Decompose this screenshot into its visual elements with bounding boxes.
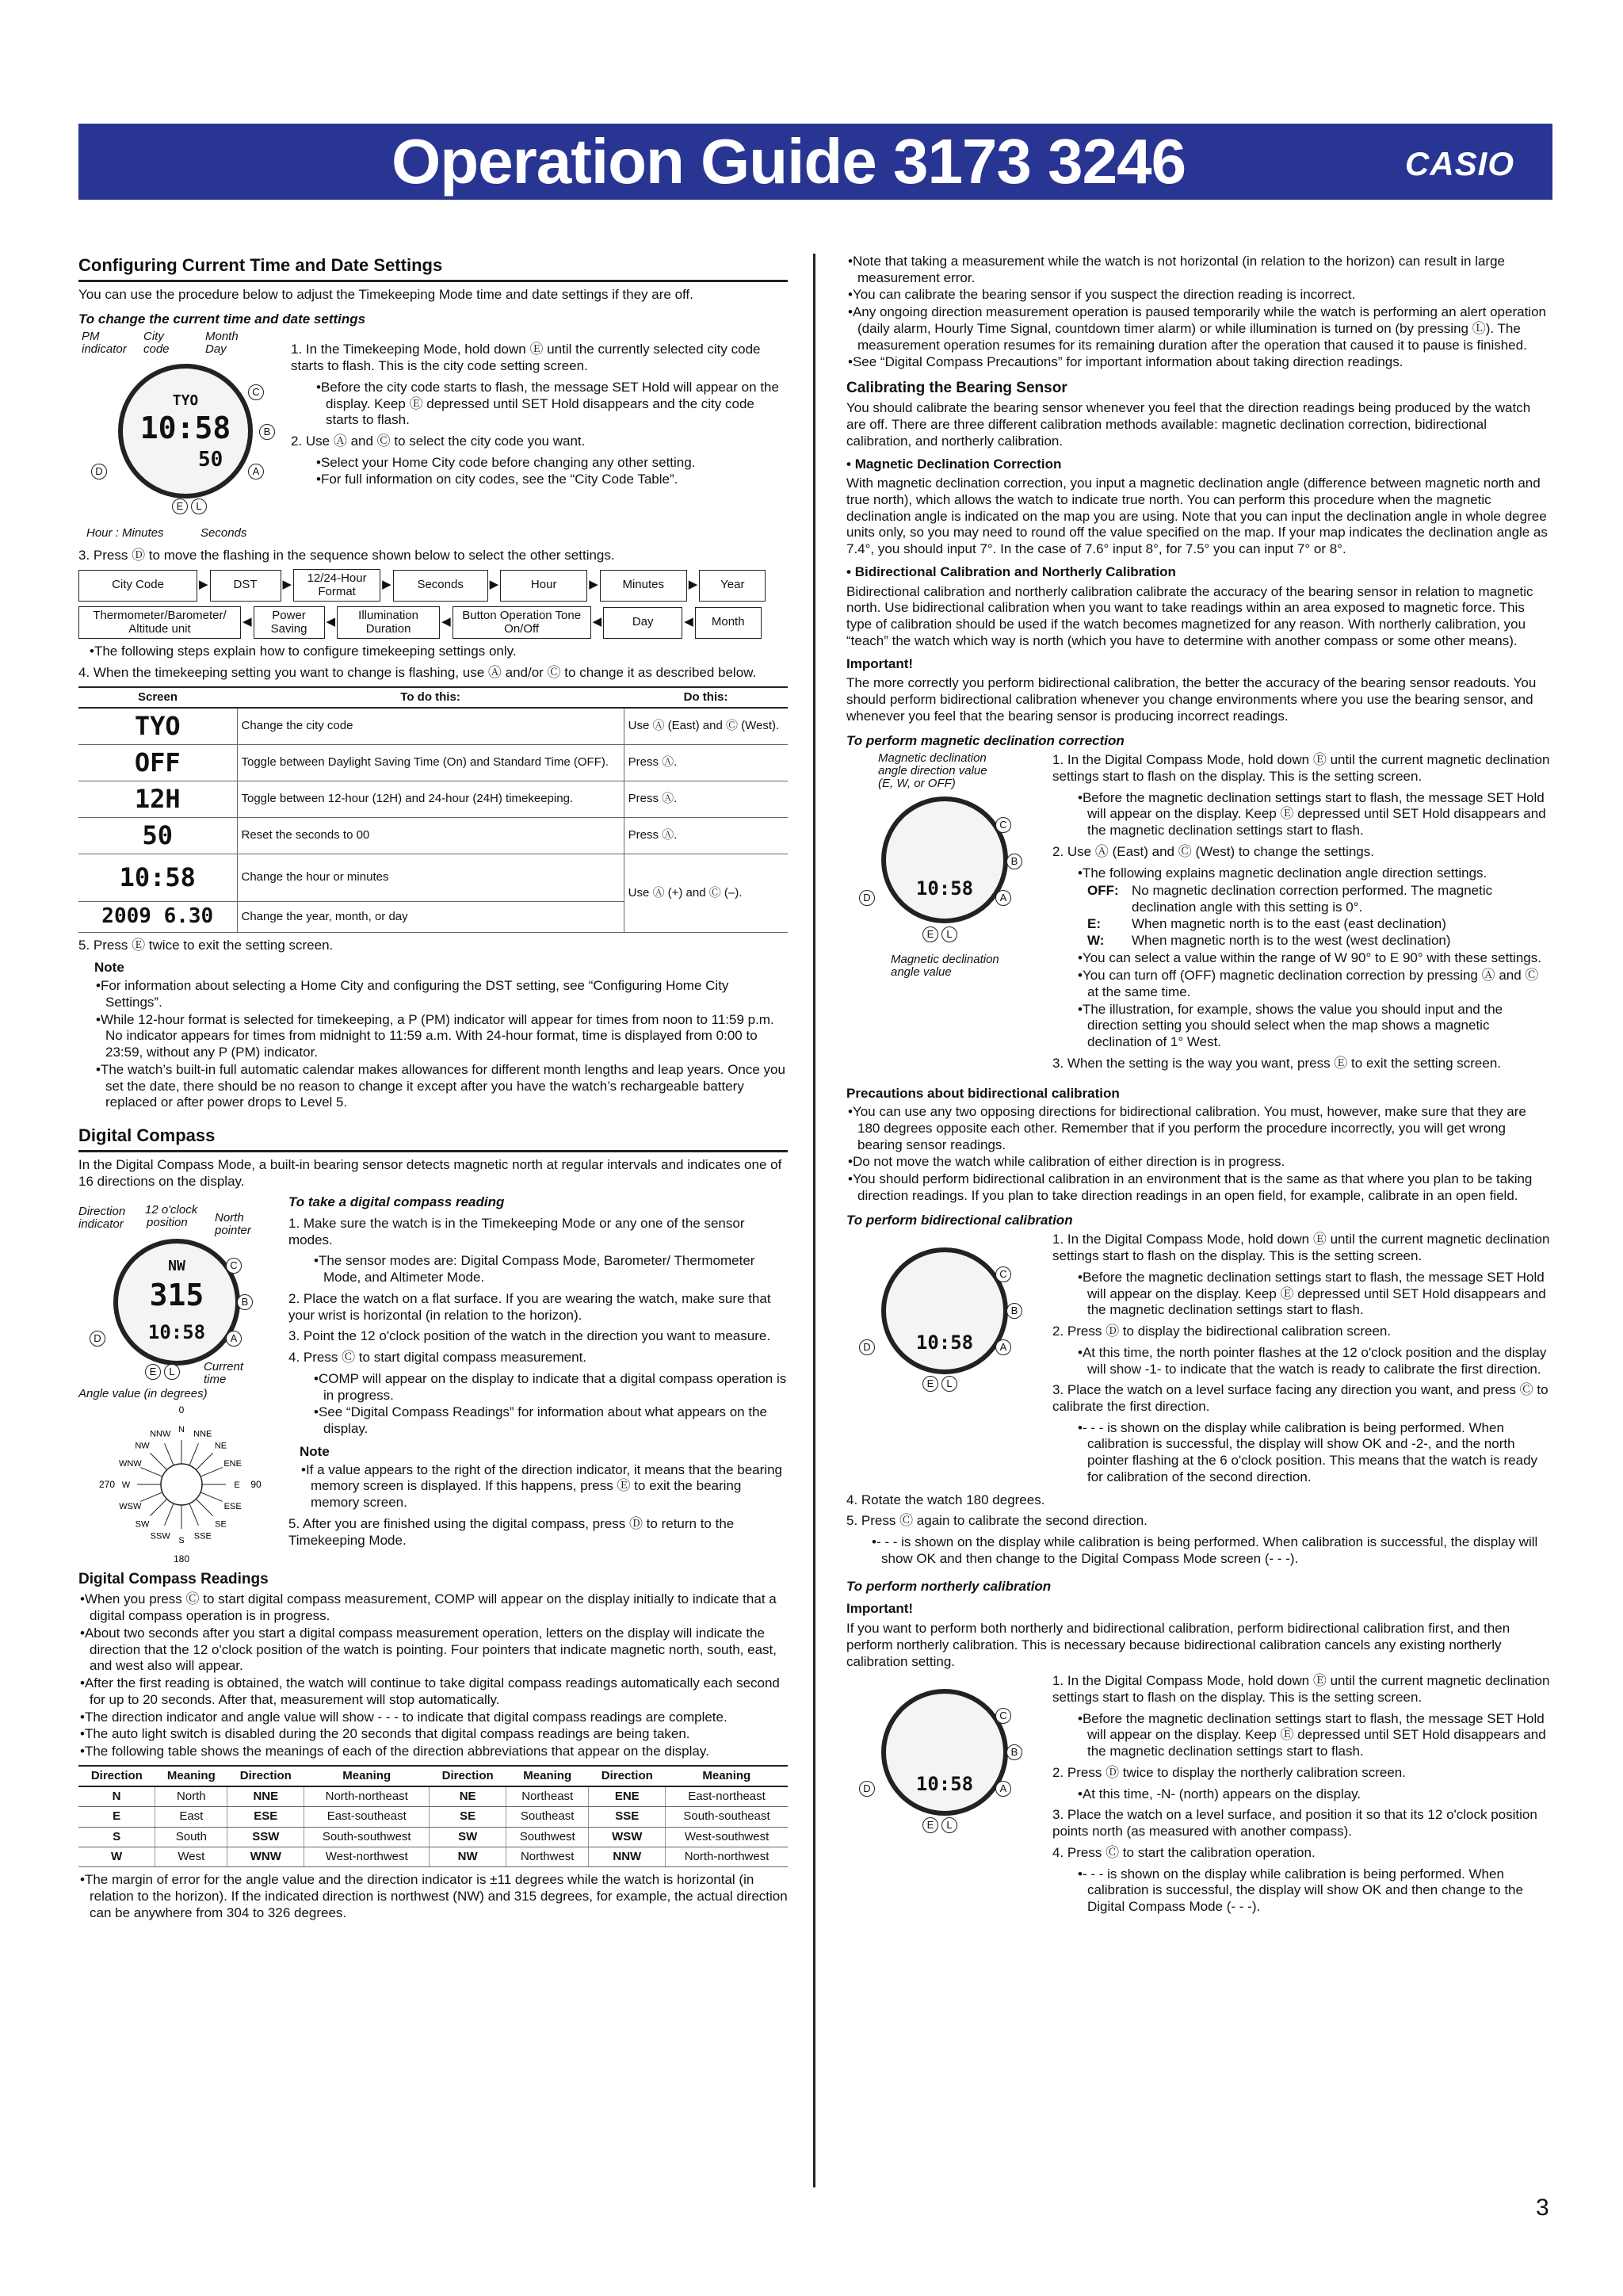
table-cell: North-northwest: [666, 1847, 788, 1866]
settings-flow-row-1: City Code ▶ DST ▶ 12/24-Hour Format ▶ Seconds ▶ Hour ▶ Minutes ▶ Year: [78, 569, 788, 602]
lcd-angle: 315: [149, 1278, 204, 1313]
todo-cell: Toggle between 12-hour (12H) and 24-hour (24H) timekeeping.: [237, 781, 624, 817]
table-cell: E: [78, 1807, 155, 1827]
flow-box: Button Operation Tone On/Off: [453, 606, 591, 639]
bullet: • - - - is shown on the display while calibration is being performed. When calibration is successful, the display will show OK and then change to the Digital Compass Mode screen (- - -).: [870, 1534, 1552, 1567]
step: 3. Place the watch on a level surface, and position it so that its 12 o'clock position points north (as measured with another compass).: [1052, 1807, 1537, 1839]
subheading: To perform magnetic declination correction: [846, 732, 1125, 748]
caption-current-time: time: [204, 1373, 227, 1387]
button-b: B: [237, 1294, 253, 1310]
page-title: Operation Guide 3173 3246: [391, 126, 1186, 197]
button-e: E: [145, 1364, 161, 1380]
definition: [1087, 916, 1552, 933]
watch-illustration-time: [78, 330, 285, 543]
button-c: C: [995, 817, 1011, 833]
page-number: 3: [1536, 2195, 1549, 2221]
northerly-illustration: [846, 1673, 1044, 1855]
rose-direction-label: NE: [214, 1441, 227, 1451]
rose-direction-label: SSW: [150, 1531, 170, 1541]
button-d: D: [91, 464, 107, 479]
table-header: To do this:: [237, 687, 624, 708]
button-a: A: [248, 464, 264, 479]
caption: Magnetic declination: [891, 953, 999, 967]
step: 5. Press Ⓒ again to calibrate the second direction.: [846, 1513, 1148, 1529]
rose-degree-label: 0: [178, 1405, 185, 1416]
caption-month: Month: [205, 330, 239, 344]
rose-direction-label: NNE: [193, 1429, 212, 1439]
bullet: • See “Digital Compass Readings” for information about what appears on the display.: [312, 1404, 788, 1437]
table-row: [78, 1786, 788, 1807]
header-banner: [78, 124, 1552, 200]
do-cell: Press Ⓐ.: [624, 781, 788, 817]
caption: (E, W, or OFF): [878, 777, 956, 791]
bullet: • While 12-hour format is selected for timekeeping, a P (PM) indicator will appear for times from noon to 11:59 p.m. No indicator appears for times from midnight to 11:59 a.m. With 24-hour format, time is displayed from 0:00 to 23:59, without any P (PM) indicator.: [94, 1012, 788, 1061]
subheading: To take a digital compass reading: [288, 1194, 505, 1210]
compass-rose: [86, 1405, 277, 1564]
screen-cell: 2009 6.30: [78, 901, 237, 932]
bullet: • The direction indicator and angle value will show - - - to indicate that digital compass readings are complete.: [78, 1710, 788, 1726]
table-cell: N: [78, 1786, 155, 1807]
bullet: • You should perform bidirectional calibration in an environment that is the same as that where you plan to be taking direction readings. If you plan to take direction readings in an open field, for example, calibrate in an open field.: [846, 1171, 1552, 1204]
button-l: L: [941, 1817, 957, 1833]
definition-key: E:: [1087, 915, 1101, 931]
watch-face: [118, 364, 253, 499]
table-cell: ENE: [589, 1786, 666, 1807]
bullet: • The sensor modes are: Digital Compass Mode, Barometer/ Thermometer Mode, and Altimeter Mode.: [312, 1253, 788, 1286]
note-title: Note: [94, 960, 124, 976]
paragraph: The more correctly you perform bidirectional calibration, the better the accuracy of the bearing sensor readouts. You should perform bidirectional calibration whenever you change environments where you use the bearing sensor, and whenever you feel that the bearing sensor is producing incorrect readings.: [846, 675, 1537, 724]
section-heading: Calibrating the Bearing Sensor: [846, 380, 1067, 397]
caption: angle direction value: [878, 764, 987, 778]
caption-12oclock: 12 o'clock: [145, 1203, 198, 1217]
bullet: • You can select a value within the range of W 90° to E 90° with these settings.: [1076, 950, 1552, 967]
button-l: L: [941, 926, 957, 942]
bullet: • See “Digital Compass Precautions” for important information about taking direction readings.: [846, 354, 1552, 371]
todo-cell: Change the city code: [237, 708, 624, 745]
button-e: E: [922, 1376, 938, 1392]
button-c: C: [995, 1266, 1011, 1282]
settings-flow-row-2: Thermometer/Barometer/ Altitude unit ◀ Power Saving ◀ Illumination Duration ◀ Button Operation Tone On/Off ◀ Day ◀ Month: [78, 606, 788, 639]
rose-ray: [200, 1492, 223, 1501]
bullet: • At this time, the north pointer flashes at the 12 o'clock position and the display will show -1- to indicate that the watch is ready to calibrate the first direction.: [1076, 1345, 1552, 1377]
table-cell: S: [78, 1827, 155, 1847]
note-title: Note: [300, 1443, 330, 1459]
rose-ray: [165, 1503, 174, 1526]
subheading: Precautions about bidirectional calibration: [846, 1086, 1120, 1102]
bullet: • Before the magnetic declination settings start to flash, the message SET Hold will appear on the display. Keep Ⓔ depressed until SET Hold disappears and the magnetic declination settings start to flash.: [1076, 1711, 1552, 1760]
table-header: Do this:: [624, 687, 788, 708]
button-a: A: [995, 1339, 1011, 1355]
rose-ray: [189, 1444, 198, 1466]
rose-direction-label: SE: [215, 1519, 227, 1530]
compass-illustration: [78, 1194, 281, 1567]
step: 3. When the setting is the way you want, press Ⓔ to exit the setting screen.: [1052, 1055, 1502, 1071]
bullet: • The watch’s built-in full automatic calendar makes allowances for different month lengths and leap years. Once you set the date, there should be no reason to change it except after you have the watch’s rechargeable battery replaced or after power drops to Level 5.: [94, 1062, 788, 1111]
caption-angle-value: Angle value (in degrees): [78, 1387, 208, 1401]
section-title: Digital Compass: [78, 1125, 788, 1152]
table-cell: West-southwest: [666, 1827, 788, 1847]
button-l: L: [164, 1364, 180, 1380]
do-cell: Press Ⓐ.: [624, 817, 788, 854]
table-cell: SSW: [227, 1827, 304, 1847]
flow-box: 12/24-Hour Format: [293, 569, 380, 602]
bullet: • COMP will appear on the display to indicate that a digital compass operation is in progress.: [312, 1371, 788, 1404]
do-cell: Use Ⓐ (East) and Ⓒ (West).: [624, 708, 788, 745]
definition-value: No magnetic declination correction performed. The magnetic declination angle with this setting is 0°.: [1132, 883, 1493, 915]
rose-degree-label: 180: [173, 1553, 190, 1564]
step: 1. Make sure the watch is in the Timekeeping Mode or any one of the sensor modes.: [288, 1216, 745, 1247]
bullet: • Before the magnetic declination settings start to flash, the message SET Hold will appear on the display. Keep Ⓔ depressed until SET Hold disappears and the magnetic declination settings start to flash.: [1076, 1270, 1552, 1319]
table-header: Direction: [430, 1766, 506, 1786]
caption: angle value: [891, 965, 952, 980]
flow-box: Hour: [500, 570, 587, 602]
lcd-time: 10:58: [147, 1321, 206, 1344]
step: 2. Use Ⓐ and Ⓒ to select the city code you want.: [291, 433, 586, 449]
bullet: • When you press Ⓒ to start digital compass measurement, COMP will appear on the display initially to indicate that a digital compass operation is in progress.: [78, 1591, 788, 1624]
bullet: • The following steps explain how to configure timekeeping settings only.: [88, 644, 788, 660]
step: 3. Point the 12 o'clock position of the watch in the direction you want to measure.: [288, 1328, 771, 1344]
do-cell: Use Ⓐ (+) and Ⓒ (–).: [624, 854, 788, 932]
bullet: • Do not move the watch while calibration of either direction is in progress.: [846, 1154, 1552, 1171]
rose-center: [161, 1464, 202, 1505]
bullet: • The following table shows the meanings of each of the direction abbreviations that appear on the display.: [78, 1744, 788, 1760]
rose-ray: [196, 1454, 212, 1470]
section-title: Configuring Current Time and Date Settings: [78, 255, 788, 282]
definition: [1087, 933, 1552, 949]
watch-face: [881, 1247, 1008, 1374]
rose-ray: [189, 1503, 198, 1526]
table-cell: SE: [430, 1807, 506, 1827]
step: 4. Press Ⓒ to start the calibration operation.: [1052, 1844, 1316, 1860]
button-l: L: [941, 1376, 957, 1392]
caption-12oclock: position: [147, 1216, 188, 1230]
caption-hour-minutes: Hour : Minutes: [86, 526, 164, 541]
table-cell: WSW: [589, 1827, 666, 1847]
table-cell: West-northwest: [304, 1847, 430, 1866]
table-cell: West: [155, 1847, 227, 1866]
todo-cell: Change the hour or minutes: [237, 854, 624, 901]
step: 5. After you are finished using the digital compass, press Ⓓ to return to the Timekeeping Mode.: [288, 1515, 735, 1548]
table-row: [78, 744, 788, 781]
rose-ray: [200, 1468, 223, 1477]
table-cell: Southeast: [506, 1807, 588, 1827]
button-b: B: [259, 424, 275, 440]
subheading-text: Bidirectional Calibration and Northerly Calibration: [854, 563, 1176, 579]
rose-degree-label: 90: [250, 1479, 262, 1491]
lcd-city-code: TYO: [172, 392, 199, 410]
rose-direction-label: SW: [135, 1519, 150, 1530]
bullet: • Before the magnetic declination settings start to flash, the message SET Hold will appear on the display. Keep Ⓔ depressed until SET Hold disappears and the magnetic declination settings start to flash.: [1076, 790, 1552, 839]
button-a: A: [995, 890, 1011, 906]
button-d: D: [859, 1339, 875, 1355]
step: 5. Press Ⓔ twice to exit the setting screen.: [78, 937, 334, 953]
paragraph: With magnetic declination correction, you input a magnetic declination angle (difference between magnetic north and true north), which allows the watch to indicate true north. You can perform this procedure when the magnetic declination angle is indicated on the map you are using. Note that you can input the declination angle in whole degree units only, so you may need to round off the value specified on the map. If your map indicates the declination angle as 7.4°, you should input 7°. In the case of 7.6° input 8°, for 7.5° you can input 7° or 8°.: [846, 476, 1548, 557]
bullet: • Note that taking a measurement while the watch is not horizontal (in relation to the horizon) can result in large measurement error.: [846, 254, 1552, 286]
step: 1. In the Digital Compass Mode, hold down Ⓔ until the current magnetic declination settings start to flash on the display. This is the setting screen.: [1052, 1673, 1550, 1705]
rose-direction-label: NNW: [150, 1429, 171, 1439]
bullet: • After the first reading is obtained, the watch will continue to take digital compass readings automatically each second for up to 20 seconds. After that, measurement will stop automatically.: [78, 1675, 788, 1708]
caption: Magnetic declination: [878, 751, 987, 766]
table-row: [78, 1847, 788, 1866]
button-e: E: [922, 1817, 938, 1833]
do-cell: Press Ⓐ.: [624, 744, 788, 781]
caption-pm: indicator: [82, 342, 127, 357]
brand-logo: CASIO: [1404, 145, 1514, 182]
watch-face: [113, 1239, 240, 1366]
button-b: B: [1006, 1303, 1022, 1319]
step: 2. Place the watch on a flat surface. If you are wearing the watch, make sure that your wrist is horizontal (in relation to the horizon).: [288, 1290, 771, 1323]
subheading: • Magnetic Declination Correction: [846, 456, 1062, 472]
rose-ray: [140, 1468, 162, 1477]
table-header: Meaning: [155, 1766, 227, 1786]
flow-box: Minutes: [600, 570, 687, 602]
rose-direction-label: N: [178, 1425, 185, 1435]
lcd-time: 10:58: [915, 877, 974, 900]
table-cell: East-southeast: [304, 1807, 430, 1827]
table-cell: SSE: [589, 1807, 666, 1827]
table-row: [78, 781, 788, 817]
definition-value: When magnetic north is to the west (west declination): [1132, 932, 1451, 948]
bullet: • If a value appears to the right of the direction indicator, it means that the bearing memory screen is displayed. If this happens, press Ⓔ to exit the bearing memory screen.: [300, 1462, 788, 1511]
step: 1. In the Timekeeping Mode, hold down Ⓔ until the currently selected city code starts to flash. This is the city code setting screen.: [291, 342, 761, 374]
definition: [1087, 883, 1552, 915]
rose-ray: [165, 1444, 174, 1466]
rose-ray: [196, 1499, 212, 1516]
flow-box: Day: [603, 607, 682, 639]
subheading: To perform bidirectional calibration: [846, 1212, 1073, 1228]
bullet: • About two seconds after you start a digital compass measurement operation, letters on the display will indicate the direction that the 12 o'clock position of the watch is pointing. Four pointers that indicate magnetic north, south, east, and west also will appear.: [78, 1626, 788, 1675]
lcd-direction: NW: [168, 1258, 185, 1275]
step: 1. In the Digital Compass Mode, hold down Ⓔ until the current magnetic declination settings start to flash on the display. This is the setting screen.: [1052, 752, 1550, 784]
button-b: B: [1006, 854, 1022, 869]
table-cell: ESE: [227, 1807, 304, 1827]
watch-face: [881, 1689, 1008, 1816]
lcd-time: 10:58: [139, 411, 231, 446]
watch-face: [881, 797, 1008, 923]
bullet: • At this time, -N- (north) appears on the display.: [1076, 1786, 1552, 1803]
caption-direction: indicator: [78, 1217, 124, 1232]
screen-cell: 10:58: [78, 854, 237, 901]
flow-box: City Code: [78, 570, 197, 602]
bullet: • The illustration, for example, shows the value you should input and the direction setting you should select when the map shows a magnetic declination of 1° West.: [1076, 1002, 1552, 1051]
table-header: Direction: [78, 1766, 155, 1786]
table-cell: East-northeast: [666, 1786, 788, 1807]
caption-north-pointer: North: [215, 1211, 244, 1225]
rose-degree-label: 270: [98, 1479, 116, 1491]
table-cell: NNW: [589, 1847, 666, 1866]
screen-cell: 12H: [78, 781, 237, 817]
button-d: D: [859, 1781, 875, 1797]
screen-cell: TYO: [78, 708, 237, 745]
step: 4. Press Ⓒ to start digital compass measurement.: [288, 1350, 587, 1366]
lcd-time: 10:58: [915, 1331, 974, 1354]
flow-box: DST: [210, 570, 281, 602]
button-d: D: [90, 1331, 105, 1347]
step: 3. Press Ⓓ to move the flashing in the sequence shown below to select the other settings.: [78, 548, 615, 563]
button-b: B: [1006, 1744, 1022, 1760]
table-cell: Northeast: [506, 1786, 588, 1807]
button-c: C: [226, 1258, 242, 1274]
subheading: To perform northerly calibration: [846, 1578, 1052, 1594]
rose-direction-label: WSW: [119, 1502, 142, 1512]
definition-key: W:: [1087, 932, 1105, 948]
section-heading: Digital Compass Readings: [78, 1571, 269, 1588]
bullet: • The following explains magnetic declination angle direction settings.: [1076, 865, 1552, 882]
column-divider: [813, 254, 815, 2187]
paragraph: Bidirectional calibration and northerly calibration calibrate the accuracy of the bearing sensor in relation to magnetic north. Use bidirectional calibration when you want to take readings within an area exposed to magnetic force. This type of calibration should be used if the watch becomes magnetized for any reason. With northerly calibration, you “teach” the watch which way is north (which you have to determine with another compass or some other means).: [846, 583, 1533, 648]
rose-direction-label: NW: [135, 1441, 150, 1451]
table-cell: Northwest: [506, 1847, 588, 1866]
table-header: Meaning: [304, 1766, 430, 1786]
table-cell: South-southeast: [666, 1807, 788, 1827]
bullet: • You can turn off (OFF) magnetic declination correction by pressing Ⓐ and Ⓒ at the same time.: [1076, 968, 1552, 1000]
important-title: Important!: [846, 1601, 914, 1617]
bullet: • You can use any two opposing directions for bidirectional calibration. You must, however, make sure that they are 180 degrees opposite each other. Remember that if you perform the procedure incorrectly, you will get wrong bearing sensor readings.: [846, 1104, 1552, 1153]
caption-seconds: Seconds: [200, 526, 247, 541]
paragraph: You should calibrate the bearing sensor whenever you feel that the direction readings being produced by the watch are off. There are three different calibration methods available: magnetic declination correction, bidirectional calibration, and northerly calibration.: [846, 400, 1531, 449]
caption-current-time: Current: [204, 1360, 244, 1374]
rose-direction-label: ENE: [223, 1459, 242, 1469]
table-header: Meaning: [666, 1766, 788, 1786]
button-e: E: [172, 499, 188, 514]
table-header: Direction: [227, 1766, 304, 1786]
table-cell: North: [155, 1786, 227, 1807]
lcd-seconds: 50: [197, 448, 223, 472]
bullet: • You can calibrate the bearing sensor if you suspect the direction reading is incorrect.: [846, 287, 1552, 304]
button-e: E: [922, 926, 938, 942]
step: 2. Press Ⓓ twice to display the northerly calibration screen.: [1052, 1764, 1406, 1780]
step: 2. Press Ⓓ to display the bidirectional calibration screen.: [1052, 1324, 1392, 1339]
step: 3. Place the watch on a level surface facing any direction you want, and press Ⓒ to calibrate the first direction.: [1052, 1382, 1549, 1414]
definition-key: OFF:: [1087, 883, 1119, 899]
step: 4. Rotate the watch 180 degrees.: [846, 1492, 1045, 1507]
table-cell: NNE: [227, 1786, 304, 1807]
table-cell: South-southwest: [304, 1827, 430, 1847]
flow-box: Month: [695, 607, 762, 639]
table-cell: East: [155, 1807, 227, 1827]
caption-city: code: [143, 342, 170, 357]
declination-illustration: [846, 752, 1044, 998]
button-l: L: [191, 499, 207, 514]
flow-box: Thermometer/Barometer/ Altitude unit: [78, 606, 241, 639]
bullet: • - - - is shown on the display while calibration is being performed. When calibration is successful, the display will show OK and then change to the Digital Compass Mode (- - -).: [1076, 1866, 1552, 1916]
subheading: To change the current time and date settings: [78, 311, 366, 327]
bullet: • - - - is shown on the display while calibration is being performed. When calibration is successful, the display will show OK and -2-, and the north pointer flashing at the 6 o'clock position. This means that the watch is ready for calibration of the second direction.: [1076, 1420, 1552, 1486]
lcd-time: 10:58: [915, 1773, 974, 1796]
table-header: Meaning: [506, 1766, 588, 1786]
table-cell: Southwest: [506, 1827, 588, 1847]
direction-table: [78, 1765, 788, 1867]
rose-ray: [150, 1454, 166, 1470]
rose-direction-label: W: [121, 1480, 131, 1491]
table-header: Direction: [589, 1766, 666, 1786]
caption-day: Day: [205, 342, 227, 357]
table-row: [78, 1807, 788, 1827]
bullet: • The margin of error for the angle value and the direction indicator is ±11 degrees while the watch is horizontal (in relation to the horizon). If the indicated direction is northwest (NW) and 315 degrees, for example, the actual direction can be anywhere from 304 to 326 degrees.: [78, 1872, 788, 1921]
todo-cell: Reset the seconds to 00: [237, 817, 624, 854]
table-cell: NE: [430, 1786, 506, 1807]
caption-pm: PM: [82, 330, 100, 344]
flow-box: Power Saving: [254, 606, 325, 639]
bullet: • Before the city code starts to flash, the message SET Hold will appear on the display. Keep Ⓔ depressed until SET Hold disappears and the city code starts to flash.: [315, 380, 788, 429]
important-title: Important!: [846, 655, 914, 671]
rose-ray: [140, 1492, 162, 1501]
caption-direction: Direction: [78, 1205, 126, 1219]
bullet: • For information about selecting a Home City and configuring the DST setting, see “Configuring Home City Settings”.: [94, 978, 788, 1010]
subheading: • Bidirectional Calibration and Northerly Calibration: [846, 563, 1176, 579]
rose-ray: [150, 1499, 166, 1516]
button-c: C: [995, 1708, 1011, 1724]
step: 2. Use Ⓐ (East) and Ⓒ (West) to change the settings.: [1052, 843, 1374, 859]
button-a: A: [226, 1331, 242, 1347]
button-a: A: [995, 1781, 1011, 1797]
table-cell: SW: [430, 1827, 506, 1847]
table-cell: NW: [430, 1847, 506, 1866]
button-d: D: [859, 890, 875, 906]
paragraph: If you want to perform both northerly and bidirectional calibration, perform bidirectional calibration first, and then perform northerly calibration. This is necessary because bidirectional calibration cancels any existing northerly calibration setting.: [846, 1621, 1510, 1669]
table-cell: W: [78, 1847, 155, 1866]
button-c: C: [248, 384, 264, 400]
table-row: [78, 708, 788, 745]
paragraph: You can use the procedure below to adjust the Timekeeping Mode time and date settings if they are off.: [78, 286, 693, 302]
bidirectional-illustration: [846, 1232, 1044, 1414]
rose-direction-label: ESE: [223, 1502, 242, 1512]
rose-direction-label: S: [178, 1536, 185, 1546]
caption-city: City: [143, 330, 164, 344]
screen-cell: OFF: [78, 744, 237, 781]
rose-direction-label: WNW: [118, 1459, 142, 1469]
flow-box: Year: [699, 570, 766, 602]
flow-box: Seconds: [393, 570, 488, 602]
step: 4. When the timekeeping setting you want to change is flashing, use Ⓐ and/or Ⓒ to change it as described below.: [78, 664, 757, 680]
subheading-text: Magnetic Declination Correction: [854, 456, 1062, 472]
paragraph: In the Digital Compass Mode, a built-in bearing sensor detects magnetic north at regular intervals and indicates one of 16 directions on the display.: [78, 1156, 782, 1189]
table-row: [78, 854, 788, 901]
table-cell: North-northeast: [304, 1786, 430, 1807]
flow-box: Illumination Duration: [337, 606, 440, 639]
caption-north-pointer: pointer: [215, 1224, 251, 1238]
bullet: • The auto light switch is disabled during the 20 seconds that digital compass readings are being taken.: [78, 1726, 788, 1743]
rose-direction-label: E: [234, 1480, 240, 1491]
table-cell: WNW: [227, 1847, 304, 1866]
settings-table: [78, 686, 788, 933]
table-header: Screen: [78, 687, 237, 708]
bullet: • Any ongoing direction measurement operation is paused temporarily while the watch is performing an alert operation (daily alarm, Hourly Time Signal, countdown timer alarm) or while illumination is turned on (by pressing Ⓛ). The measurement operation resumes for its remaining duration after the operation that caused it to pause is finished.: [846, 304, 1552, 353]
right-column: [846, 252, 1552, 1917]
definition-value: When magnetic north is to the east (east declination): [1132, 915, 1446, 931]
screen-cell: 50: [78, 817, 237, 854]
bullet: • Select your Home City code before changing any other setting.: [315, 455, 788, 472]
todo-cell: Toggle between Daylight Saving Time (On) and Standard Time (OFF).: [237, 744, 624, 781]
table-cell: South: [155, 1827, 227, 1847]
table-row: [78, 817, 788, 854]
rose-direction-label: SSE: [193, 1531, 212, 1541]
step: 1. In the Digital Compass Mode, hold down Ⓔ until the current magnetic declination settings start to flash on the display. This is the setting screen.: [1052, 1232, 1550, 1264]
table-row: [78, 1827, 788, 1847]
bullet: • For full information on city codes, see the “City Code Table”.: [315, 472, 788, 488]
left-column: [78, 252, 788, 1923]
todo-cell: Change the year, month, or day: [237, 901, 624, 932]
